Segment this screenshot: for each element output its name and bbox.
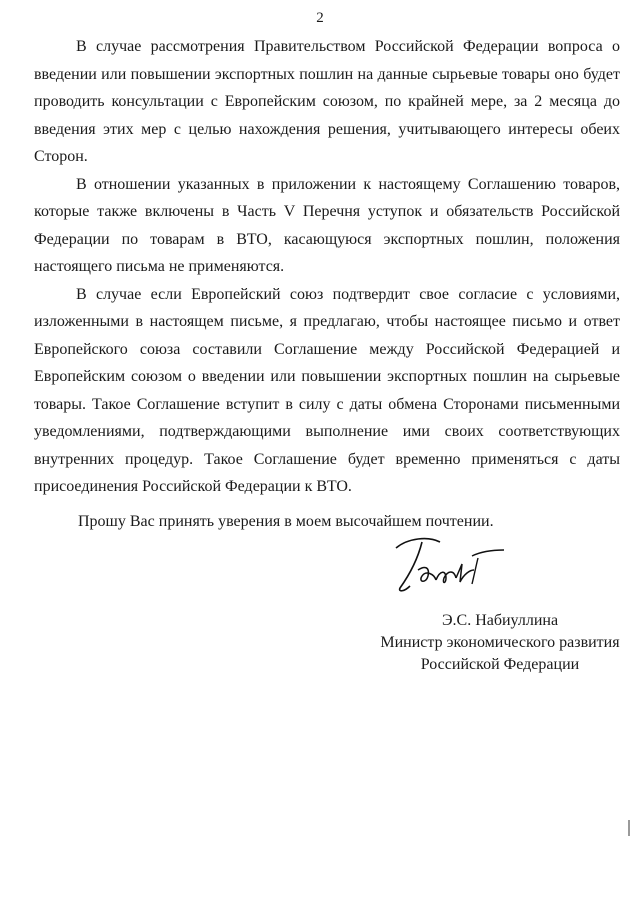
paragraph-consultations: В случае рассмотрения Правительством Российской Федерации вопроса о введении или повышении экспортных пошлин на данные сырьевые товары оно будет проводить консультации с Европейским союзом, по крайней мере, за 2 месяца до введения этих мер с целью нахождения решения, учитывающего интересы обеих Сторон. [34, 38, 620, 165]
letter-body [34, 33, 620, 501]
paragraph-agreement: В случае если Европейский союз подтвердит свое согласие с условиями, изложенными в настоящем письме, я предлагаю, чтобы настоящее письмо и ответ Европейского союза составили Соглашение между Российской Федерацией и Европейским союзом о введении или повышении экспортных пошлин на сырьевые товары. Такое Соглашение вступит в силу с даты обмена Сторонами письменными уведомлениями, подтверждающими выполнение ими своих соответствующих внутренних процедур. Такое Соглашение будет временно применяться с даты присоединения Российской Федерации к ВТО. [34, 285, 620, 495]
signatory-name: Э.С. Набиуллина [441, 612, 559, 629]
signatory-block [350, 610, 640, 676]
closing-line: Прошу Вас принять уверения в моем высочайшем почтении. [78, 513, 494, 530]
handwritten-signature [388, 530, 508, 600]
paragraph-exceptions: В отношении указанных в приложении к настоящему Соглашению товаров, которые также включены в Часть V Перечня уступок и обязательств Российской Федерации по товарам в ВТО, касающуюся экспортных пошлин, положения настоящего письма не применяются. [34, 175, 620, 275]
signatory-country: Российской Федерации [420, 656, 580, 673]
scan-edge-mark [628, 820, 630, 836]
signatory-title: Министр экономического развития [380, 634, 620, 651]
page-number: 2 [316, 10, 324, 26]
